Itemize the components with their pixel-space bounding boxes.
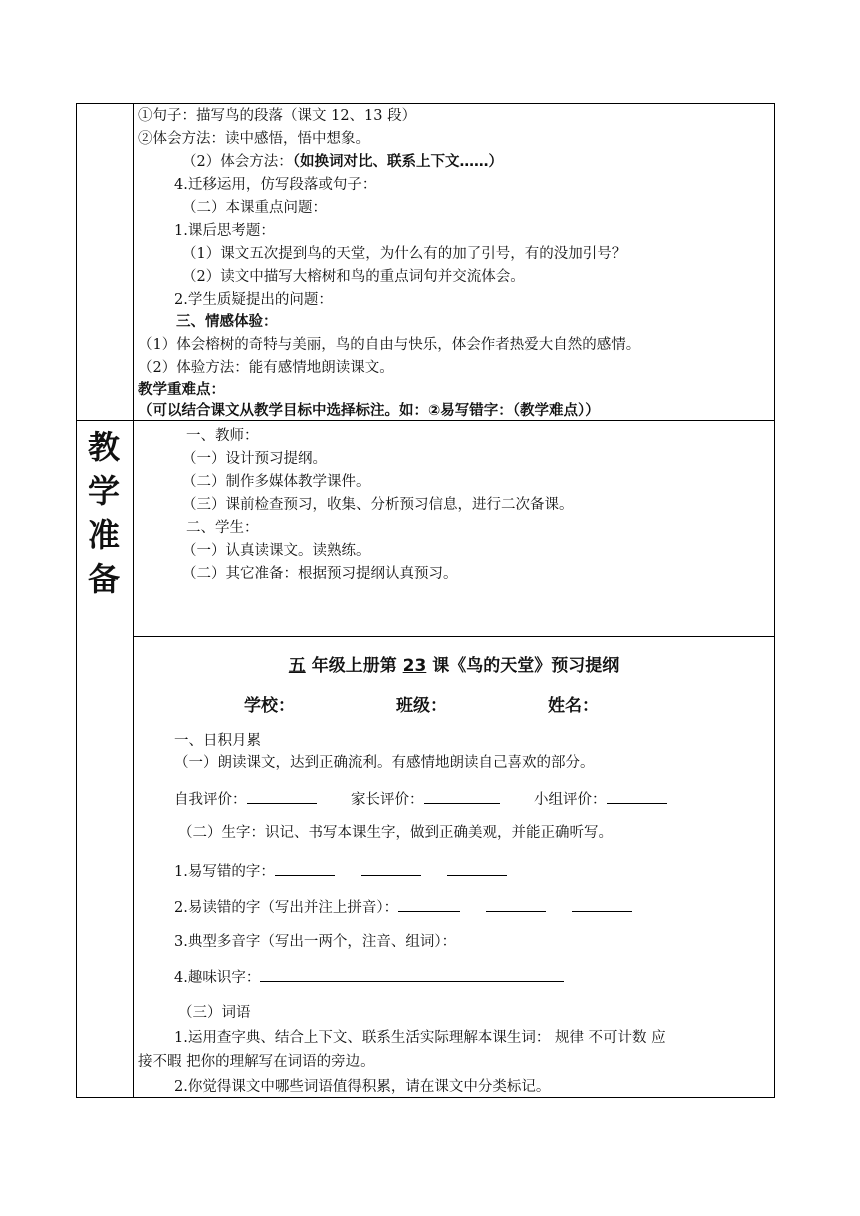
answer-blank[interactable] [275,861,335,876]
section-heading: 三、情感体验： [176,314,278,330]
text-line: （一）朗读课文，达到正确流利。有感情地朗读自己喜欢的部分。 [174,755,595,771]
text-line: 3.典型多音字（写出一两个，注音、组词）： [174,934,457,950]
text-line: ②体会方法：读中感悟，悟中想象。 [138,131,370,147]
note-line: （可以结合课文从教学目标中选择标注。如：②易写错字：（教学难点）） [138,403,600,419]
text-line: （二）制作多媒体教学课件。 [182,474,371,490]
text-line: （三）词语 [178,1005,251,1021]
text-line: （1）体会榕树的奇特与美丽，鸟的自由与快乐，体会作者热爱大自然的感情。 [138,337,641,353]
table-border-right [774,103,775,1098]
parent-eval-blank[interactable] [424,789,500,804]
text-line: 一、日积月累 [174,733,261,749]
title-rest: 课《鸟的天堂》预习提纲 [426,656,620,676]
answer-blank[interactable] [398,897,460,912]
table-border-divider [133,103,134,1098]
group-eval-row [534,789,667,810]
text-line: （二）生字：识记、书写本课生字，做到正确美观，并能正确听写。 [178,825,613,841]
text-line: 1.课后思考题： [174,223,275,239]
easy-misread-row [174,897,632,918]
group-eval-label: 小组评价： [534,792,607,808]
side-label-char: 备 [87,560,120,598]
text-line: （2）读文中描写大榕树和鸟的重点词句并交流体会。 [182,269,525,285]
text-line: 2.学生质疑提出的问题： [174,292,333,308]
answer-blank[interactable] [447,861,507,876]
school-field-label: 学校： [244,696,295,716]
method-examples: （如换词对比、联系上下文……） [292,154,503,170]
self-eval-row [174,789,317,810]
answer-blank[interactable] [361,861,421,876]
outline-title [134,651,774,676]
answer-blank[interactable] [572,897,632,912]
parent-eval-label: 家长评价： [351,792,424,808]
fun-char-label: 4.趣味识字： [174,970,261,986]
text-line: 4.迁移运用，仿写段落或句子： [174,177,377,193]
self-eval-label: 自我评价： [174,792,247,808]
parent-eval-row [351,789,500,810]
text-line: （1）课文五次提到鸟的天堂，为什么有的加了引号，有的没加引号？ [182,246,627,262]
name-field-label: 姓名： [548,696,599,716]
title-lesson-number: 23 [402,656,427,676]
fun-char-row [174,967,564,988]
text-line: （二）本课重点问题： [182,200,327,216]
text-line: （一）认真读课文。读熟练。 [182,543,371,559]
section-heading: 教学重难点： [138,382,225,398]
side-label-char: 学 [87,472,120,510]
table-border-top [76,103,775,104]
method-line [182,152,503,172]
table-border-bottom [76,1097,775,1098]
side-label-char: 准 [87,516,120,554]
easy-misread-label: 2.易读错的字（写出并注上拼音）： [174,900,399,916]
title-mid: 年级上册第 [305,656,403,676]
class-field-label: 班级： [396,696,447,716]
table-inner-separator [133,636,775,637]
title-grade: 五 [288,656,306,676]
side-label-char: 教 [87,428,120,466]
text-line: （一）设计预习提纲。 [182,451,327,467]
text-line: 1.运用查字典、结合上下文、联系生活实际理解本课生词： 规律 不可计数 应 [174,1030,666,1046]
text-line: 一、教师： [186,428,259,444]
text-line: 二、学生： [186,520,259,536]
text-line: ①句子：描写鸟的段落（课文 12、13 段） [138,108,417,124]
group-eval-blank[interactable] [607,789,667,804]
easy-mistake-row [174,861,507,882]
text-line: 接不暇 把你的理解写在词语的旁边。 [138,1054,375,1070]
text-line: 2.你觉得课文中哪些词语值得积累，请在课文中分类标记。 [174,1079,551,1095]
answer-blank[interactable] [260,967,564,982]
method-label: （2）体会方法： [182,154,293,170]
answer-blank[interactable] [486,897,546,912]
text-line: （三）课前检查预习，收集、分析预习信息，进行二次备课。 [182,497,574,513]
easy-mistake-label: 1.易写错的字： [174,864,275,880]
text-line: （2）体验方法：能有感情地朗读课文。 [138,360,394,376]
self-eval-blank[interactable] [247,789,317,804]
text-line: （二）其它准备：根据预习提纲认真预习。 [182,566,458,582]
